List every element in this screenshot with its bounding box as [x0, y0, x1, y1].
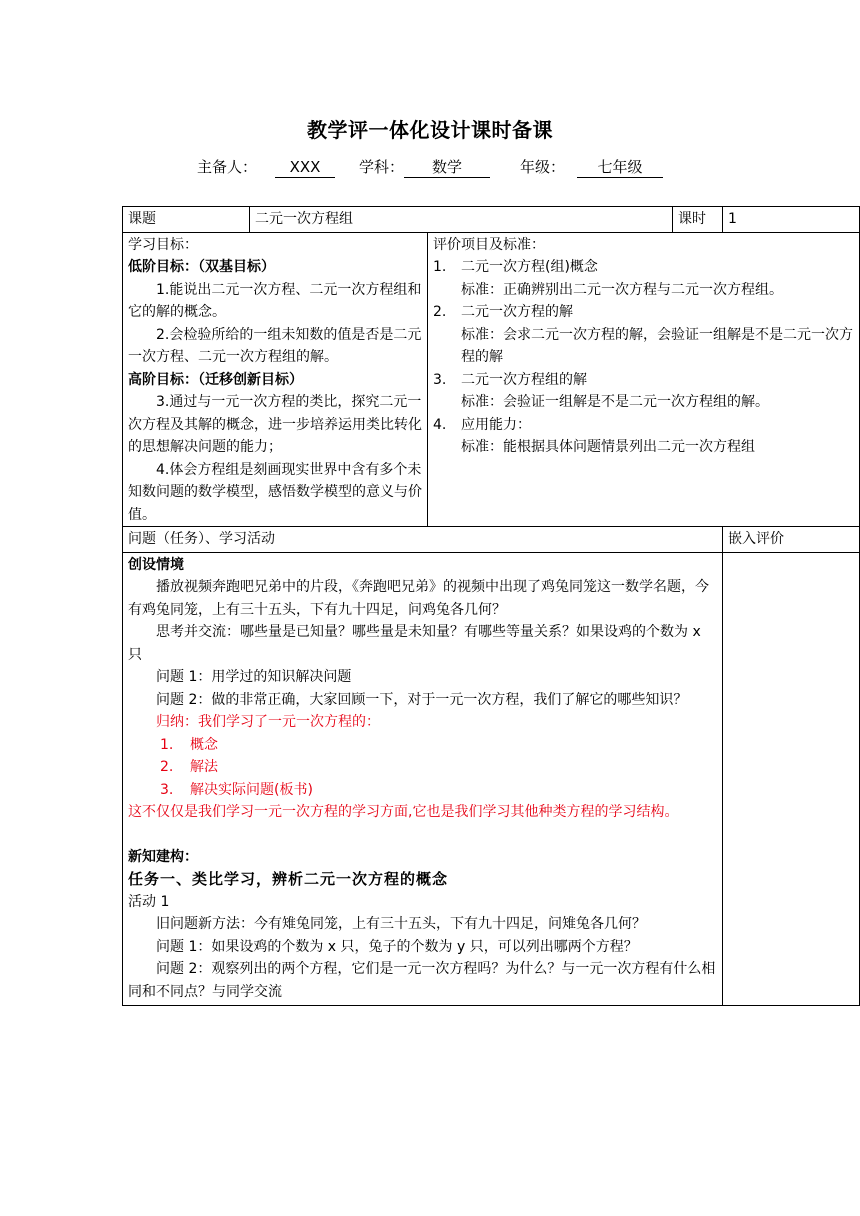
- activity-question-1: 问题 1：如果设鸡的个数为 x 只，兔子的个数为 y 只，可以列出哪两个方程？: [156, 938, 638, 955]
- evaluation-item-standard: 标准：会验证一组解是不是二元一次方程组的解。: [461, 394, 769, 410]
- blank-line: [128, 824, 717, 846]
- summary-item: [128, 779, 717, 802]
- activity-content-row: [123, 552, 860, 1006]
- period-label: 课时: [673, 207, 723, 233]
- new-knowledge-heading: 新知建构：: [128, 848, 198, 865]
- evaluation-item: [433, 301, 854, 369]
- activity-content: [123, 552, 723, 1006]
- scenario-paragraph: 播放视频奔跑吧兄弟中的片段，《奔跑吧兄弟》的视频中出现了鸡兔同笼这一数学名题，今有鸡兔同笼，上有三十五头，下有九十四足，问鸡兔各几何？: [128, 579, 709, 618]
- preparer-label: 主备人：: [196, 158, 257, 176]
- grade-value: 七年级: [577, 157, 663, 178]
- subject-label: 学科：: [358, 158, 404, 176]
- think-paragraph: 思考并交流：哪些量是已知量？哪些量是未知量？有哪些等量关系？如果设鸡的个数为 x 只: [128, 624, 701, 663]
- high-goal-3: 3.通过与一元一次方程的类比，探究二元一次方程及其解的概念，进一步培养运用类比转化的思想解决问题的能力；: [128, 394, 422, 455]
- evaluation-item-number: 1.: [433, 259, 447, 275]
- topic-value: 二元一次方程组: [250, 207, 673, 233]
- summary-item-number: 2.: [160, 759, 174, 775]
- activity-question-2: 问题 2：观察列出的两个方程，它们是一元一次方程吗？为什么？与一元一次方程有什么相同和不同点？与同学交流: [128, 961, 716, 1000]
- evaluation-item-title: 应用能力：: [461, 416, 531, 433]
- evaluation-item-standard: 标准：会求二元一次方程的解，会验证一组解是不是二元一次方程的解: [461, 326, 853, 365]
- evaluation-item: [433, 414, 854, 459]
- evaluation-item-title: 二元一次方程(组)概念: [461, 259, 598, 275]
- topic-row: [123, 207, 860, 233]
- low-goal-2: 2.会检验所给的一组未知数的值是否是二元一次方程、二元一次方程组的解。: [128, 326, 422, 365]
- question-1: 问题 1：用学过的知识解决问题: [156, 669, 352, 685]
- topic-label: 课题: [123, 207, 250, 233]
- meta-line: [0, 156, 860, 178]
- high-goal-4: 4.体会方程组是刻画现实世界中含有多个未知数问题的数学模型，感悟数学模型的意义与价值。: [128, 461, 422, 523]
- evaluation-list: [433, 256, 854, 459]
- evaluation-item-title: 二元一次方程的解: [461, 304, 573, 320]
- evaluation-item-standard: 标准：能根据具体问题情景列出二元一次方程组: [461, 439, 755, 455]
- learning-goals-cell: [123, 232, 428, 527]
- evaluation-item-number: 2.: [433, 304, 447, 320]
- scenario-heading: 创设情境: [128, 556, 184, 573]
- old-problem-paragraph: 旧问题新方法：今有雉兔同笼，上有三十五头，下有九十四足，问雉兔各几何？: [156, 916, 646, 932]
- summary-item-number: 3.: [160, 781, 174, 798]
- summary-list: [128, 734, 717, 802]
- evaluation-item-number: 4.: [433, 416, 447, 433]
- high-goals-heading: 高阶目标：（迁移创新目标）: [128, 371, 303, 388]
- summary-heading: 归纳：我们学习了一元一次方程的：: [156, 714, 380, 730]
- activity-one-label: 活动 1: [128, 893, 170, 910]
- subject-value: 数学: [404, 157, 490, 178]
- evaluation-item-number: 3.: [433, 371, 447, 388]
- low-goals-heading: 低阶目标：（双基目标）: [128, 259, 275, 275]
- evaluation-item: [433, 256, 854, 301]
- goals-row: [123, 232, 860, 527]
- activity-header-row: [123, 527, 860, 553]
- task-one-heading: 任务一、类比学习，辨析二元一次方程的概念: [128, 870, 449, 888]
- summary-note: 这不仅仅是我们学习一元一次方程的学习方面,它也是我们学习其他种类方程的学习结构。: [128, 804, 679, 820]
- lesson-table: [122, 206, 860, 1006]
- evaluation-item-standard: 标准：正确辨别出二元一次方程与二元一次方程组。: [461, 281, 783, 298]
- preparer-value: XXX: [275, 157, 335, 178]
- grade-label: 年级：: [520, 158, 566, 176]
- evaluation-heading: 评价项目及标准：: [433, 236, 545, 253]
- document-title: 教学评一体化设计课时备课: [307, 118, 553, 142]
- summary-item: [128, 734, 717, 757]
- question-2: 问题 2：做的非常正确，大家回顾一下，对于一元一次方程，我们了解它的哪些知识？: [156, 691, 688, 708]
- summary-item-text: 解法: [190, 759, 218, 775]
- goals-heading: 学习目标：: [128, 236, 198, 253]
- evaluation-item: [433, 369, 854, 414]
- summary-item-text: 概念: [190, 736, 218, 753]
- embedded-evaluation-header: 嵌入评价: [723, 527, 860, 553]
- summary-item: [128, 756, 717, 779]
- summary-item-text: 解决实际问题(板书): [190, 781, 313, 798]
- evaluation-cell: [428, 232, 860, 527]
- evaluation-item-title: 二元一次方程组的解: [461, 371, 587, 388]
- period-value: 1: [723, 207, 860, 233]
- low-goal-1: 1.能说出二元一次方程、二元一次方程组和它的解的概念。: [128, 281, 422, 320]
- activity-header: 问题（任务）、学习活动: [123, 527, 723, 553]
- embedded-evaluation-content: [723, 552, 860, 1006]
- summary-item-number: 1.: [160, 736, 174, 753]
